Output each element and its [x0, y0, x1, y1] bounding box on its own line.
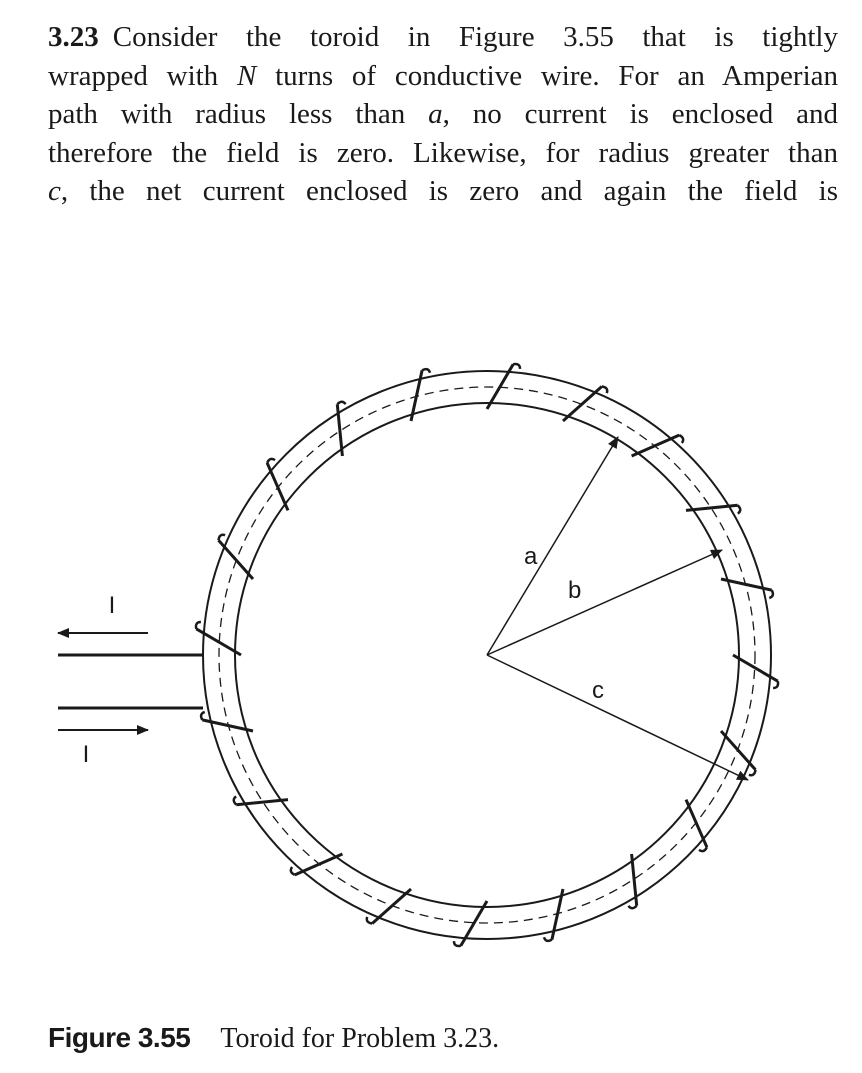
wire-turn [721, 731, 756, 770]
current-label-bottom: I [82, 741, 90, 768]
radius-label-c: c [592, 677, 604, 704]
wire-turn-curl [749, 770, 756, 775]
problem-text [48, 18, 838, 211]
wire-turn-curl [234, 796, 237, 804]
wire-turn-curl [773, 681, 778, 688]
problem-number: 3.23 [48, 21, 99, 53]
problem-line-2: wrapped with N turns of conductive wire. For an Amperian [48, 59, 839, 92]
wire-turn-curl [291, 867, 295, 875]
radius-a-arrow [487, 437, 618, 655]
wire-turn-curl [422, 369, 430, 373]
problem-line-1: 3.23 Consider the toroid in Figure 3.55 that is tightly [48, 21, 838, 53]
wire-turn [219, 540, 254, 579]
radius-b-arrow [487, 550, 722, 655]
radius-c-arrow [487, 655, 748, 780]
wire-turn [632, 435, 680, 456]
wire-turn-curl [196, 622, 201, 629]
radius-label-b: b [568, 577, 582, 604]
wire-turn-curl [628, 906, 636, 909]
wire-turn-curl [699, 847, 707, 851]
problem-line-5: c, the net current enclosed is zero and again the field is [48, 175, 838, 207]
wire-turn-curl [513, 364, 520, 369]
wire-turn-curl [201, 712, 205, 720]
wire-turn-curl [769, 590, 773, 598]
wire-turn-curl [367, 917, 372, 924]
wire-turn-curl [267, 459, 275, 463]
wire-turn [372, 889, 411, 924]
wire-turn-curl [544, 937, 552, 941]
problem-line-4: therefore the field is zero. Likewise, for radius greater than [48, 136, 838, 169]
wire-turn-curl [219, 535, 226, 540]
wire-turn [295, 854, 343, 875]
wire-turn [267, 463, 288, 511]
wire-turn [686, 800, 707, 848]
toroid-figure [0, 300, 862, 1000]
figure-number: Figure 3.55 [48, 1022, 191, 1053]
wire-turn-curl [679, 435, 683, 443]
wire-turn-curl [337, 402, 345, 405]
problem-line-3: path with radius less than a, no current is enclosed and [48, 98, 838, 130]
current-label-top: I [108, 592, 116, 619]
wire-turn [563, 387, 602, 422]
figure-caption-text: Toroid for Problem 3.23. [220, 1023, 500, 1054]
wire-turn-curl [454, 941, 461, 946]
figure-caption [48, 1022, 499, 1055]
wire-turn-curl [602, 387, 607, 394]
radius-label-a: a [524, 543, 538, 570]
wire-turn-curl [738, 505, 741, 513]
